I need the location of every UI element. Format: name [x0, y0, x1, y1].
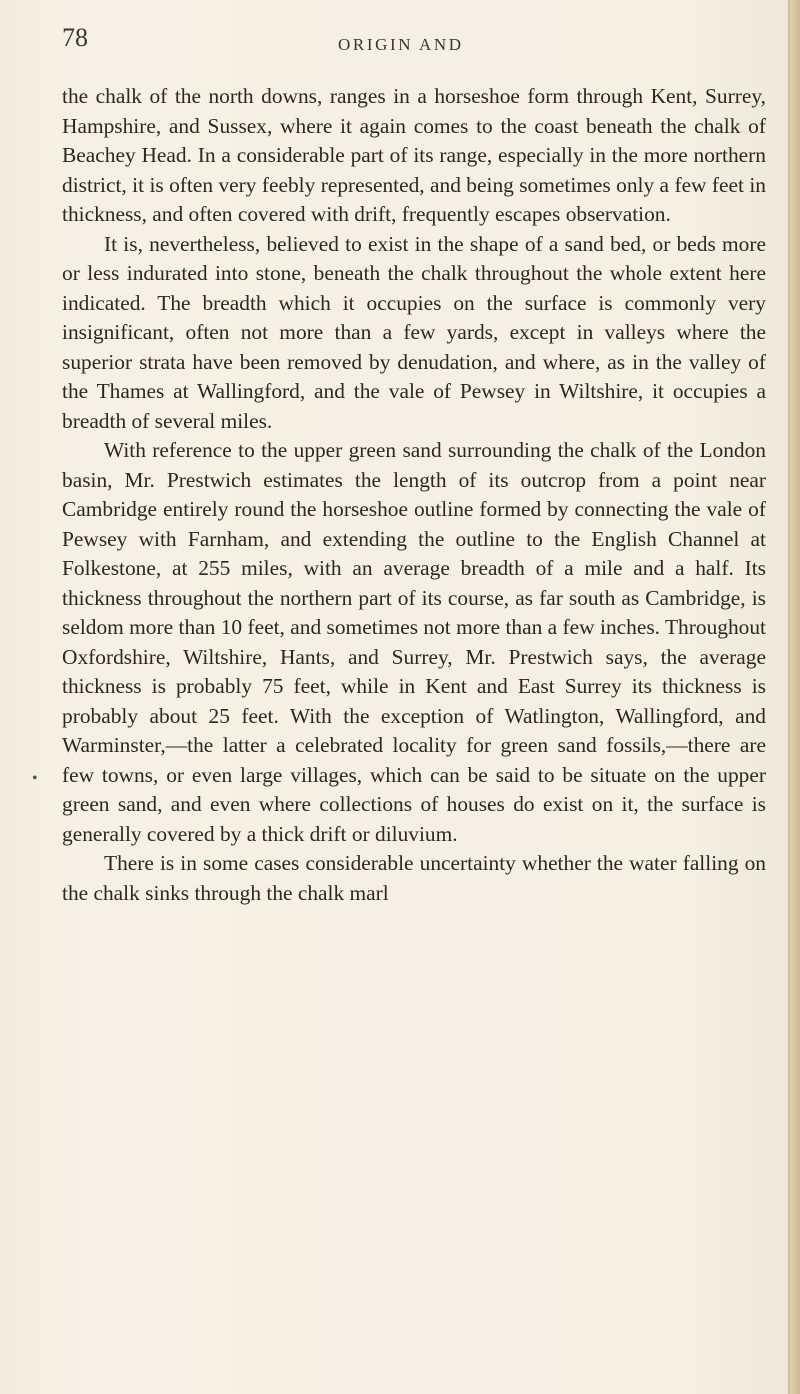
page-number: 78 — [62, 23, 88, 52]
margin-dot: • — [32, 770, 38, 787]
paragraph-4: There is in some cases considerable uncertainty whether the water falling on the chalk sinks through the chalk marl — [62, 851, 766, 905]
page-edge-line — [788, 0, 790, 1394]
page-header — [62, 22, 762, 62]
body-text — [62, 82, 766, 908]
running-title: ORIGIN AND — [338, 35, 464, 54]
paragraph-1: the chalk of the north downs, ranges in a horseshoe form through Kent, Surrey, Hampshire, and Sussex, where it again comes to the coast beneath the chalk of Beachey Head. In a considerable part of its range, especially in the more northern district, it is often very feebly represented, and being sometimes only a few feet in thickness, and often covered with drift, frequently escapes observation. — [62, 84, 766, 226]
paragraph-3: With reference to the upper green sand surrounding the chalk of the London basin, Mr. Prestwich estimates the length of its outcrop from a point near Cambridge entirely round the horseshoe outline formed by connecting the vale of Pewsey with Farnham, and extending the outline to the English Channel at Folkestone, at 255 miles, with an average breadth of a mile and a half. Its thickness throughout the northern part of its course, as far south as Cambridge, is seldom more than 10 feet, and sometimes not more than a few inches. Throughout Oxfordshire, Wiltshire, Hants, and Surrey, Mr. Prestwich says, the average thickness is probably 75 feet, while in Kent and East Surrey its thickness is probably about 25 feet. With the exception of Watlington, Wallingford, and Warminster,—the latter a celebrated locality for green sand fossils,—there are few towns, or even large villages, which can be said to be situate on the upper green sand, and even where collections of houses do exist on it, the surface is generally covered by a thick drift or diluvium. — [62, 438, 766, 846]
paragraph-2: It is, nevertheless, believed to exist in the shape of a sand bed, or beds more or less indurated into stone, beneath the chalk throughout the whole extent here indicated. The breadth which it occupies on the surface is commonly very insignificant, often not more than a few yards, except in valleys where the superior strata have been removed by denudation, and where, as in the valley of the Thames at Wallingford, and the vale of Pewsey in Wiltshire, it occupies a breadth of several miles. — [62, 231, 766, 433]
